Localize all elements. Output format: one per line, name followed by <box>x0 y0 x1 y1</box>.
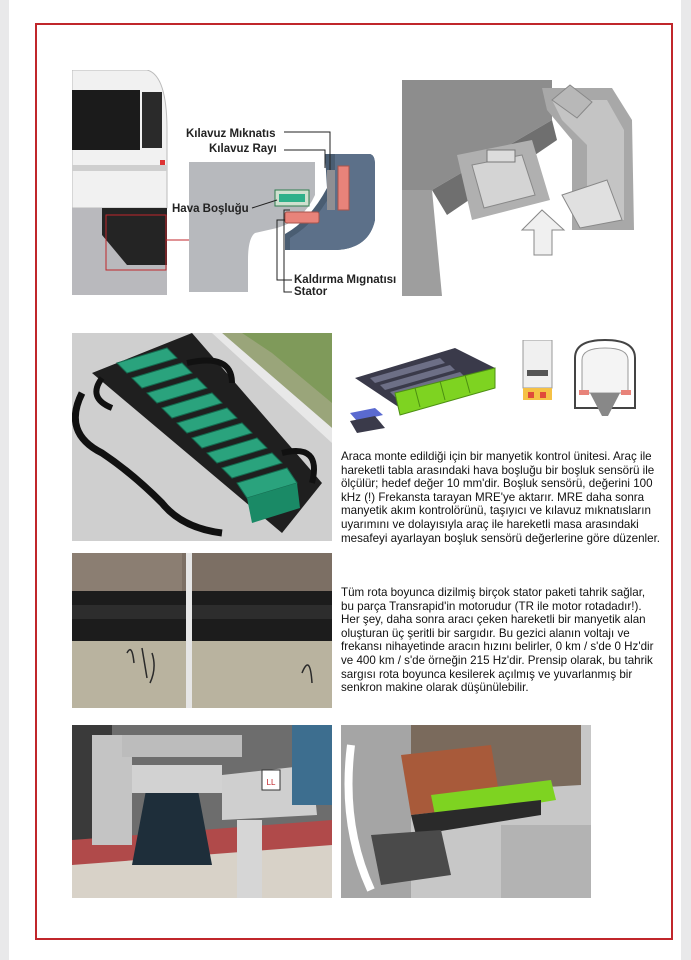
paragraph-magnet-control-unit: Araca monte edildiği için bir manyetik kontrol ünitesi. Araç ile hareketli tabla arasındaki hava boşluğu bir boşluk sensörü ile ölçülür; hedef değer 10 mm'dir. Boşluk sensörü, değerini 100 kHz (!) Frekansta tarayan MRE'ye aktarır. MRE daha sonra manyetik akım kontrolörünü, taşıyıcı ve kılavuz mıknatısların uyarımını ve dolayısıyla araç ile hareketli masa arasındaki mesafeyi ayarlayan boşluk sensörü değerlerine göre düzenler. <box>341 450 661 545</box>
stator-pack-render <box>520 340 555 408</box>
label-stator: Stator <box>294 286 328 295</box>
guideway-magnet-render <box>402 80 638 296</box>
label-air-gap: Hava Boşluğu <box>172 203 249 215</box>
guideway-pillars-photo <box>72 725 332 898</box>
magnet-module-photo <box>72 333 332 541</box>
stator-guideway-photo <box>72 553 332 708</box>
label-guidance-rail: Kılavuz Rayı <box>209 143 277 155</box>
guideway-cross-section-diagram <box>72 70 402 295</box>
magnet-unit-render <box>345 333 500 443</box>
vehicle-front-render <box>570 338 640 418</box>
label-lift-magnet: Kaldırma Mıgnatısı <box>294 274 397 286</box>
sign-label: LL <box>266 778 276 787</box>
vehicle-underside-photo <box>341 725 591 898</box>
page <box>9 0 681 960</box>
label-guidance-magnet: Kılavuz Mıknatıs <box>186 128 276 140</box>
paragraph-stator-propulsion: Tüm rota boyunca dizilmiş birçok stator paketi tahrik sağlar, bu parça Transrapid'in motorudur (TR ile motor rotadadır!). Her şey, daha sonra aracı çeken hareketli bir manyetik alan oluşturan üç şeritli bir sargıdır. Bu gezici alanın voltajı ve frekansı nihayetinde aracın hızını belirler, 0 km / s'de 0 Hz'dir ve 400 km / s'de örneğin 215 Hz'dir. Prensip olarak, bu tahrik sargısı rota boyunca kesilerek açılmış ve yuvarlanmış bir senkron makine olarak düşünülebilir. <box>341 586 654 695</box>
